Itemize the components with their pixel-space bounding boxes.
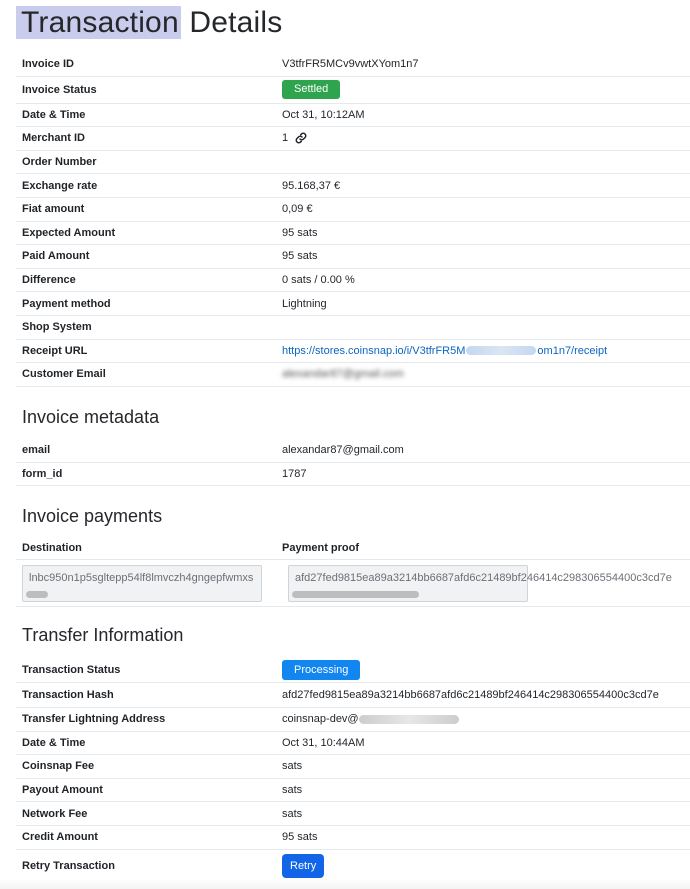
row-key: Order Number bbox=[22, 156, 97, 169]
network-fee-value: sats bbox=[282, 807, 303, 820]
row-key: Customer Email bbox=[22, 368, 106, 381]
row-key: email bbox=[22, 444, 51, 457]
row-transaction-status bbox=[16, 657, 690, 683]
row-invoice-status bbox=[16, 77, 690, 104]
section-title-transfer: Transfer Information bbox=[22, 625, 184, 645]
receipt-url-start: https://stores.coinsnap.io/i/V3tfrFR5M bbox=[282, 344, 466, 357]
transfer-table bbox=[16, 657, 690, 882]
row-key: Fiat amount bbox=[22, 203, 85, 216]
expected-amount-value: 95 sats bbox=[282, 226, 318, 239]
redacted-blur bbox=[466, 346, 536, 355]
page-title-rest: Details bbox=[189, 6, 283, 39]
row-key: Transaction Status bbox=[22, 663, 121, 676]
credit-amount-value: 95 sats bbox=[282, 831, 318, 844]
row-meta-email bbox=[16, 439, 690, 463]
proof-value: afd27fed9815ea89a3214bb6687afd6c21489bf246414c298306554400c3cd7e bbox=[295, 572, 672, 584]
redacted-blur bbox=[359, 715, 459, 724]
row-shop-system bbox=[16, 316, 690, 340]
row-transaction-hash bbox=[16, 683, 690, 708]
row-invoice-id bbox=[16, 53, 690, 77]
row-order-number bbox=[16, 151, 690, 175]
row-key: Credit Amount bbox=[22, 831, 98, 844]
row-network-fee bbox=[16, 802, 690, 826]
section-title-payments: Invoice payments bbox=[22, 506, 163, 526]
status-badge-processing: Processing bbox=[282, 660, 360, 680]
row-key: Paid Amount bbox=[22, 250, 90, 263]
row-key: Invoice Status bbox=[22, 83, 97, 96]
transaction-hash-value: afd27fed9815ea89a3214bb6687afd6c21489bf246414c298306554400c3cd7e bbox=[282, 689, 659, 701]
lightning-address-value: coinsnap-dev@ bbox=[282, 713, 359, 726]
proof-scrollbox[interactable] bbox=[288, 565, 672, 602]
row-receipt-url bbox=[16, 340, 690, 364]
row-fiat-amount bbox=[16, 198, 690, 222]
row-key: Payout Amount bbox=[22, 784, 103, 797]
row-key: Transaction Hash bbox=[22, 689, 114, 701]
link-icon[interactable] bbox=[295, 132, 307, 144]
destination-scrollbar[interactable] bbox=[26, 591, 48, 598]
row-payout-amount bbox=[16, 779, 690, 803]
date-time-value: Oct 31, 10:12AM bbox=[282, 108, 365, 121]
row-key: Retry Transaction bbox=[22, 859, 115, 872]
row-key: Network Fee bbox=[22, 807, 88, 820]
exchange-rate-value: 95.168,37 € bbox=[282, 179, 341, 192]
customer-email-value: alexandar87@gmail.com bbox=[282, 368, 404, 381]
destination-header: Destination bbox=[22, 541, 82, 554]
paid-amount-value: 95 sats bbox=[282, 250, 318, 263]
row-key: Date & Time bbox=[22, 108, 86, 121]
row-customer-email bbox=[16, 363, 690, 387]
row-transfer-date-time bbox=[16, 732, 690, 756]
row-key: Invoice ID bbox=[22, 58, 74, 71]
row-expected-amount bbox=[16, 222, 690, 246]
row-difference bbox=[16, 269, 690, 293]
row-coinsnap-fee bbox=[16, 755, 690, 779]
page-title-highlight: Transaction bbox=[16, 6, 181, 39]
row-meta-form-id bbox=[16, 463, 690, 487]
row-key: Merchant ID bbox=[22, 132, 85, 145]
row-merchant-id bbox=[16, 127, 690, 151]
receipt-url-link[interactable] bbox=[282, 345, 607, 357]
transaction-details-table bbox=[16, 53, 690, 387]
transfer-date-time-value: Oct 31, 10:44AM bbox=[282, 736, 365, 749]
destination-value: lnbc950n1p5sgltepp54lf8lmvczh4gngepfwmxs bbox=[29, 572, 254, 584]
meta-form-id-value: 1787 bbox=[282, 467, 307, 480]
row-lightning-address bbox=[16, 708, 690, 732]
row-key: Shop System bbox=[22, 321, 92, 334]
row-paid-amount bbox=[16, 245, 690, 269]
row-key: Exchange rate bbox=[22, 179, 98, 192]
meta-email-value: alexandar87@gmail.com bbox=[282, 444, 404, 457]
bottom-edge bbox=[0, 879, 690, 889]
page-title bbox=[16, 6, 282, 40]
metadata-table bbox=[16, 439, 690, 486]
coinsnap-fee-value: sats bbox=[282, 760, 303, 773]
merchant-id-value: 1 bbox=[282, 132, 289, 145]
row-key: Receipt URL bbox=[22, 344, 88, 357]
fiat-amount-value: 0,09 € bbox=[282, 203, 313, 216]
row-key: Date & Time bbox=[22, 736, 86, 749]
row-exchange-rate bbox=[16, 174, 690, 198]
section-title-metadata: Invoice metadata bbox=[22, 407, 160, 427]
row-date-time bbox=[16, 104, 690, 128]
proof-scrollbar[interactable] bbox=[292, 591, 419, 598]
status-badge-settled: Settled bbox=[282, 80, 340, 99]
row-key: Coinsnap Fee bbox=[22, 760, 95, 773]
row-retry-transaction bbox=[16, 850, 690, 882]
row-key: Difference bbox=[22, 274, 76, 287]
receipt-url-end: om1n7/receipt bbox=[537, 344, 608, 357]
invoice-id-value: V3tfrFR5MCv9vwtXYom1n7 bbox=[282, 58, 419, 71]
row-payment-method bbox=[16, 292, 690, 316]
payments-table-row bbox=[16, 561, 690, 607]
row-key: Expected Amount bbox=[22, 226, 116, 239]
row-key: Transfer Lightning Address bbox=[22, 713, 166, 726]
difference-value: 0 sats / 0.00 % bbox=[282, 274, 355, 287]
row-key: form_id bbox=[22, 467, 63, 480]
payment-method-value: Lightning bbox=[282, 297, 327, 310]
row-key: Payment method bbox=[22, 297, 111, 310]
retry-button[interactable]: Retry bbox=[282, 854, 324, 878]
payments-table-header bbox=[16, 536, 690, 560]
proof-header: Payment proof bbox=[282, 541, 360, 554]
payout-amount-value: sats bbox=[282, 784, 303, 797]
destination-scrollbox[interactable] bbox=[22, 565, 262, 602]
row-credit-amount bbox=[16, 826, 690, 850]
